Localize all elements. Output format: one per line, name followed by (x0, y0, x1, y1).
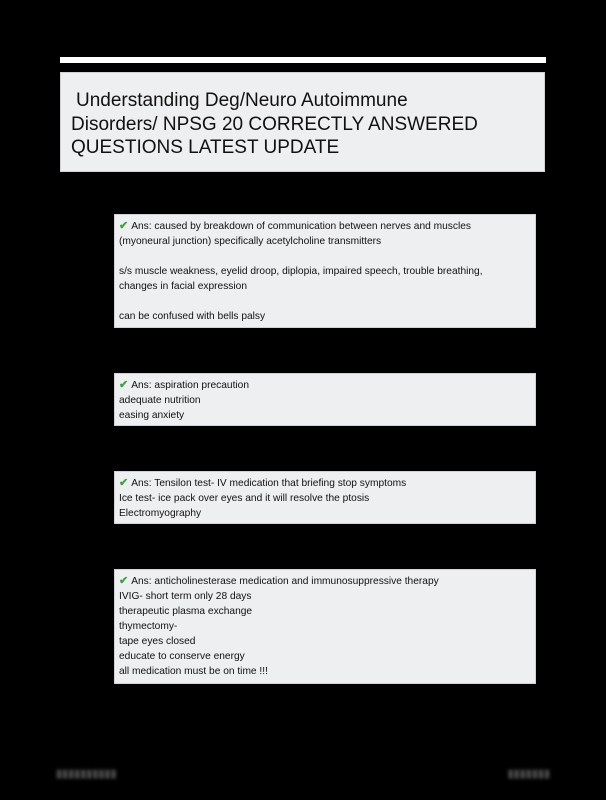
answer-line: changes in facial expression (119, 281, 247, 292)
answer-line (119, 378, 529, 393)
answer-line: IVIG- short term only 28 days (119, 591, 252, 602)
answer-line: tape eyes closed (119, 636, 196, 647)
footer-right-page-number: ▮▮▮▮▮▮▮ (507, 768, 550, 780)
title-box (60, 72, 545, 172)
answer-line: can be confused with bells palsy (119, 311, 266, 322)
page-top-edge (60, 57, 546, 63)
answer-line: s/s muscle weakness, eyelid droop, diplopia, impaired speech, trouble breathing, (119, 266, 483, 277)
answer-line: (myoneural junction) specifically acetylcholine transmitters (119, 236, 382, 247)
check-icon: ✔ (119, 477, 129, 489)
answer-line (119, 476, 529, 491)
answer-line: easing anxiety (119, 410, 185, 421)
blank-line (119, 294, 529, 309)
title-line-3: QUESTIONS LATEST UPDATE (71, 137, 340, 158)
title-line-2: Disorders/ NPSG 20 CORRECTLY ANSWERED (71, 113, 478, 135)
answer-text: Ans: Tensilon test- IV medication that briefing stop symptoms (131, 478, 407, 489)
answer-text: Ans: caused by breakdown of communication between nerves and muscles (131, 221, 471, 232)
footer-left-watermark: ▮▮▮▮▮▮▮▮▮▮ (56, 768, 117, 780)
blank-line (119, 249, 529, 264)
answer-text: Ans: aspiration precaution (131, 380, 250, 391)
answer-line: thymectomy- (119, 621, 178, 632)
title-line-1: Understanding Deg/Neuro Autoimmune (76, 90, 408, 111)
check-icon: ✔ (119, 379, 129, 391)
answer-line: Electromyography (119, 508, 202, 519)
answer-line: adequate nutrition (119, 395, 201, 406)
answer-line: therapeutic plasma exchange (119, 606, 253, 617)
answer-line (119, 219, 529, 234)
answer-text: Ans: anticholinesterase medication and immunosuppressive therapy (131, 576, 439, 587)
answer-box-3 (114, 471, 536, 524)
answer-line: educate to conserve energy (119, 651, 245, 662)
answer-line (119, 574, 529, 589)
answer-box-2 (114, 373, 536, 426)
answer-line: Ice test- ice pack over eyes and it will resolve the ptosis (119, 493, 370, 504)
answer-box-4 (114, 569, 536, 684)
check-icon: ✔ (119, 220, 129, 232)
answer-box-1 (114, 214, 536, 328)
check-icon: ✔ (119, 575, 129, 587)
answer-line: all medication must be on time !!! (119, 666, 268, 677)
